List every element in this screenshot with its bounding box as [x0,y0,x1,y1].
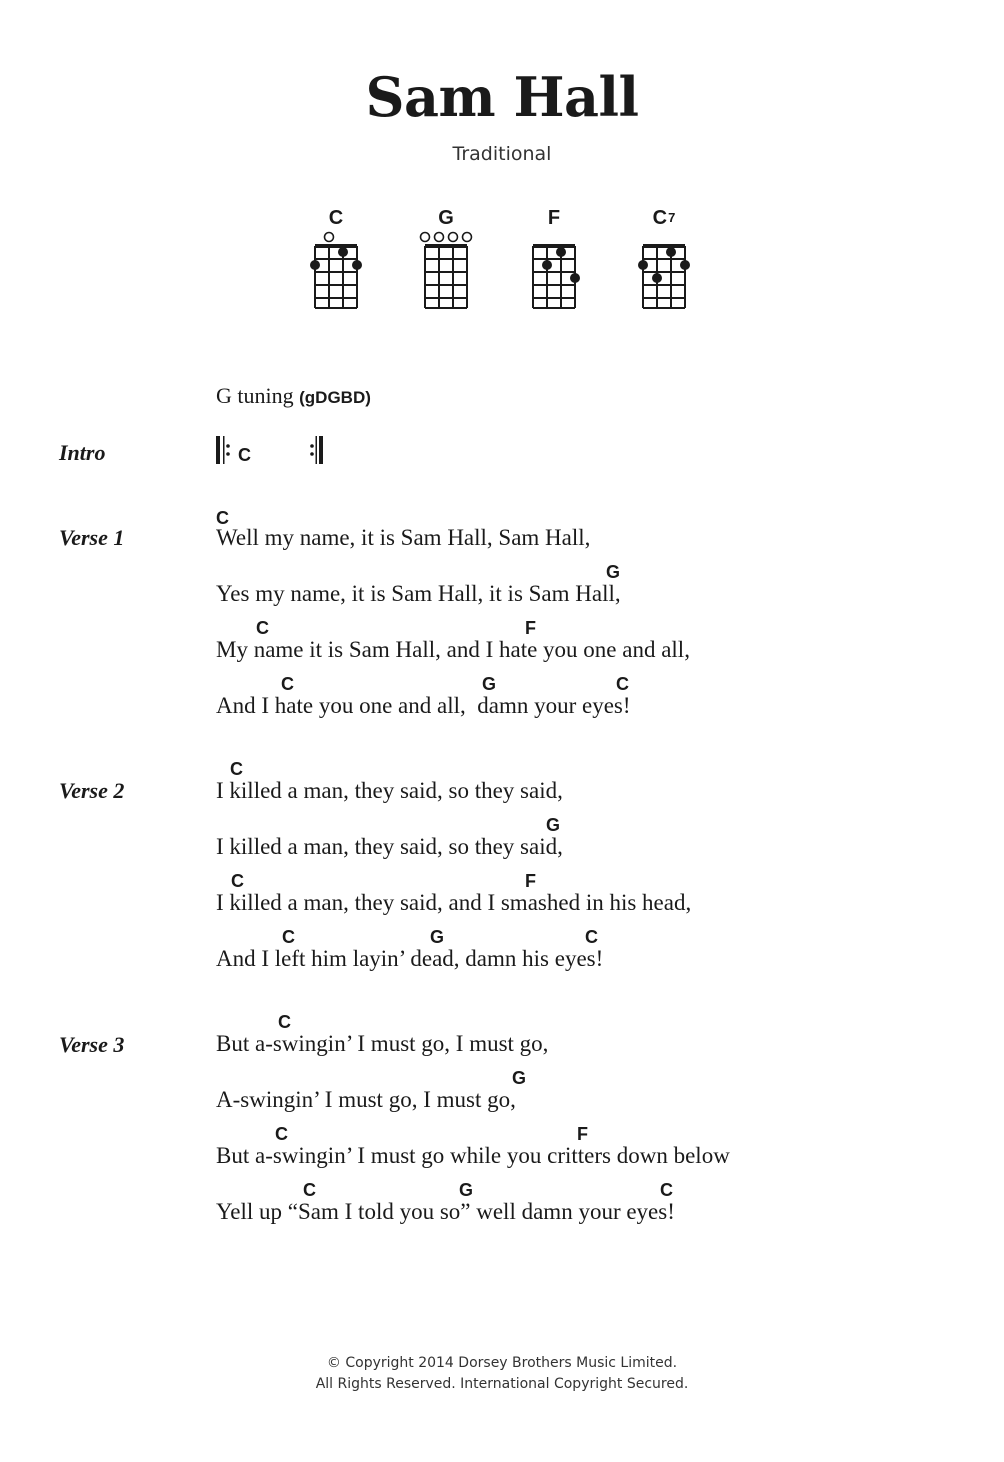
chord-symbol: C [230,759,243,779]
fretboard-g [411,206,481,311]
lyric-line: Well my name, it is Sam Hall, Sam Hall, [216,525,591,550]
chord-symbol: C [282,927,295,947]
composer: Traditional [452,143,552,165]
repeat-signs [216,434,336,466]
chord-symbol: C [616,674,629,694]
chord-symbol: C [660,1180,673,1200]
tuning-line [216,382,371,412]
chord-symbol: C [281,674,294,694]
chord-diagram-name: C [328,207,344,229]
chord-symbol: F [525,618,536,638]
chord-symbol: G [512,1068,527,1088]
fretboard-c [301,206,371,311]
lyric-line: I killed a man, they said, and I smashed in his head, [216,890,692,915]
fretboard-f [519,206,589,311]
lyric-line: And I left him layin’ dead, damn his eyes! [216,946,604,971]
chord-symbol: G [482,674,497,694]
chord-diagram-name-root: C [652,207,668,229]
chord-diagram-g [411,206,481,311]
lyric-line: A-swingin’ I must go, I must go, [216,1087,516,1112]
lyric-line: Yes my name, it is Sam Hall, it is Sam Hall, [216,581,621,606]
chord-symbol: C [275,1124,288,1144]
chord-diagram-c7 [629,206,699,311]
chord-symbol: G [430,927,445,947]
verse-2-label: Verse 2 [59,778,125,803]
verse-3-label: Verse 3 [59,1032,125,1057]
lyric-line: But a-swingin’ I must go while you critters down below [216,1143,730,1168]
intro-bar [216,434,336,471]
chord-symbol: F [577,1124,588,1144]
chord-symbol: C [256,618,269,638]
chord-symbol: F [525,871,536,891]
lyric-line: My name it is Sam Hall, and I hate you one and all, [216,637,690,662]
chord-symbol: C [216,508,229,528]
chord-symbol: C [585,927,598,947]
lyric-line: And I hate you one and all, damn your eyes! [216,693,631,718]
chord-diagram-name-ext: 7 [668,210,676,225]
tuning-notes: (gDGBD) [299,388,371,407]
lyric-line: I killed a man, they said, so they said, [216,778,563,803]
chord-diagram-name: G [438,207,454,229]
chord-diagram-name: F [547,207,561,229]
chord-symbol: G [546,815,561,835]
copyright-line-1: © Copyright 2014 Dorsey Brothers Music Limited. [326,1355,678,1371]
tuning-label: G tuning [216,383,294,408]
fretboard-c7 [629,206,699,311]
intro-label: Intro [59,440,106,465]
chord-diagram-c [301,206,371,311]
intro-chord: C [238,445,251,465]
copyright-line-2: All Rights Reserved. International Copyright Secured. [315,1376,689,1392]
lyric-line: Yell up “Sam I told you so” well damn your eyes! [216,1199,675,1224]
verse-1-label: Verse 1 [59,525,125,550]
song-title: Sam Hall [365,65,639,129]
chord-symbol: G [606,562,621,582]
lyric-line: I killed a man, they said, so they said, [216,834,563,859]
chord-diagram-f [519,206,589,311]
chord-symbol: C [231,871,244,891]
chord-symbol: G [459,1180,474,1200]
lyric-line: But a-swingin’ I must go, I must go, [216,1031,549,1056]
chord-symbol: C [303,1180,316,1200]
chord-symbol: C [278,1012,291,1032]
